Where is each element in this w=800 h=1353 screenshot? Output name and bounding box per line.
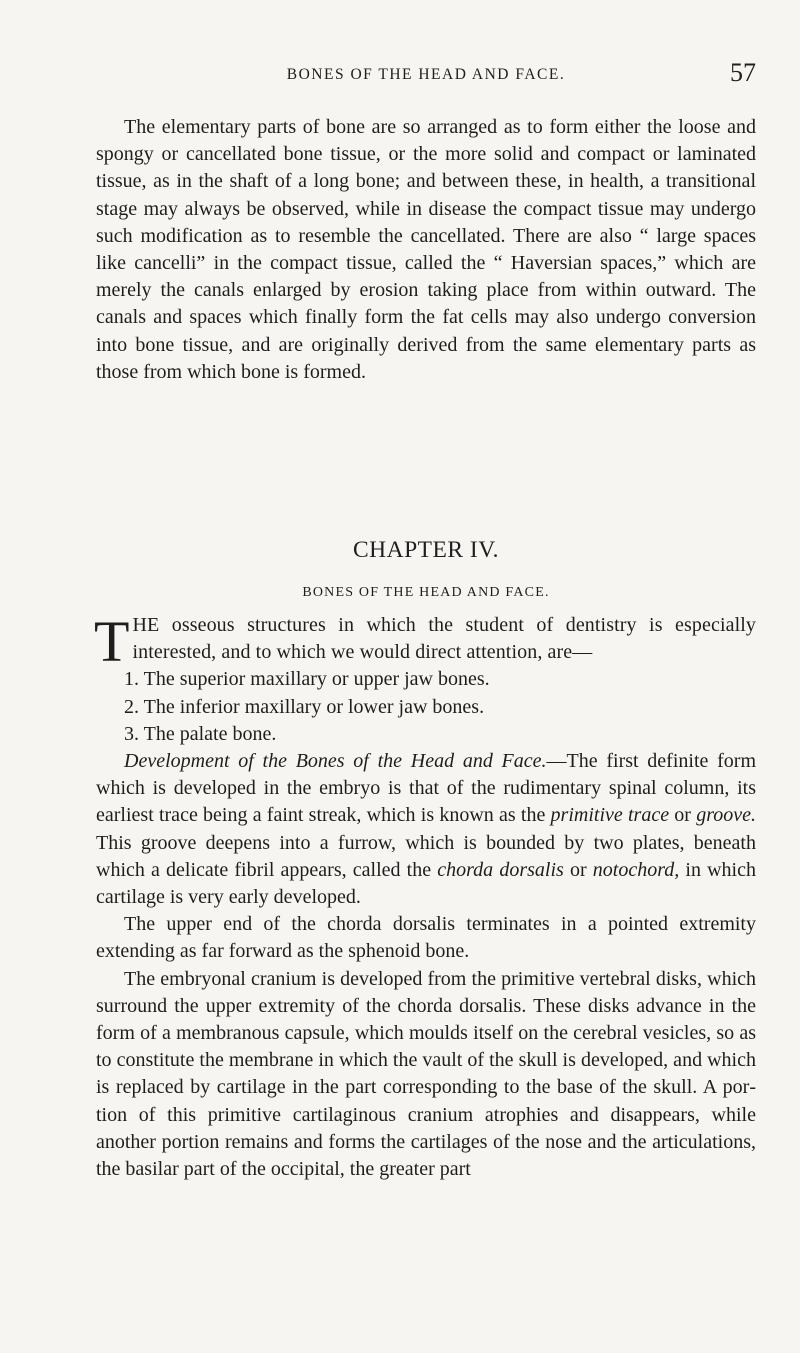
chapter-heading: CHAPTER IV. — [352, 537, 500, 563]
paragraph-text: or — [563, 858, 593, 881]
chapter-subtitle: BONES OF THE HEAD AND FACE. — [302, 585, 550, 600]
term-notochord: notochord, — [592, 858, 680, 881]
list-item: 3. The palate bone. — [124, 722, 277, 745]
development-paragraph — [96, 748, 756, 911]
chapter-body — [94, 609, 757, 1183]
carryover-paragraph: The elementary parts of bone are so arranged as to form either the loose and spongy or cancellated bone tissue, or the more solid and compact or laminated tissue, as in the shaft of a long bone; and between these, in health, a transitional stage may always be observed, while in disease the compact tissue may undergo such modification as to resemble the cancellated. There are also “ large spaces like cancelli” in the compact tissue, called the “ Haversian spaces,” which are merely the canals enlarged by erosion taking place from within outward. The canals and spaces which finally form the fat cells may also undergo conversion into bone tissue, and are originally derived from the same elementary parts as those from which bone is formed. — [96, 116, 756, 383]
running-title: BONES OF THE HEAD AND FACE. — [286, 66, 566, 83]
paragraph-text: —The first definite form which is developed in the embryo is that of the rudimentary spinal column, its earliest trace being a faint streak, which is known as the — [96, 750, 757, 827]
page-number: 57 — [730, 58, 756, 87]
list-item: 1. The superior maxillary or upper jaw bones. — [124, 668, 490, 691]
paragraph-text: in which cartilage is very early developed. — [96, 858, 756, 909]
cranium-paragraph: The embryonal cranium is developed from the primitive vertebral disks, which surround the upper extremity of the chorda dorsalis. These disks advance in the form of a membranous capsule, which moulds itself on the cerebral vesicles, so as to constitute the membrane in which the vault of the skull is developed, and which is replaced by cartilage in the part corresponding to the base of the skull. A portion of this primitive cartilaginous cranium atrophies and disappears, while another portion remains and forms the cartilages of the nose and the articulations, the basilar part of the occipital, the greater part — [96, 967, 756, 1181]
carryover-text — [96, 114, 756, 386]
intro-text: HE osseous structures in which the student of dentistry is especially interested, and to which we would direct attention, are— — [132, 614, 756, 664]
dropcap-letter: T — [94, 609, 130, 674]
term-chorda-dorsalis: chorda dorsalis — [437, 858, 564, 881]
running-head — [96, 58, 756, 92]
term-primitive-trace: primitive trace — [550, 804, 670, 827]
paragraph-text: or — [669, 804, 697, 827]
section-title: Development of the Bones of the Head and Face. — [124, 750, 547, 773]
paragraph-text: This groove deepens into a furrow, which is bounded by two plates, beneath which a delicate fibril appears, called the — [96, 831, 756, 881]
chorda-paragraph: The upper end of the chorda dorsalis terminates in a pointed extremity extending as far forward as the sphenoid bone. — [96, 913, 756, 963]
list-item: 2. The inferior maxillary or lower jaw bones. — [124, 695, 485, 718]
term-groove: groove. — [696, 804, 756, 827]
development-section — [96, 748, 756, 1183]
intro-paragraph — [94, 609, 756, 674]
